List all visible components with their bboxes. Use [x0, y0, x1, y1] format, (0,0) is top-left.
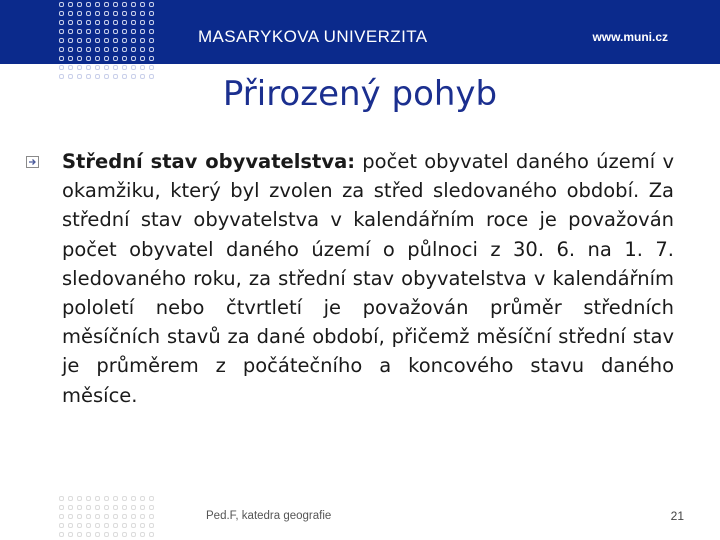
dot [77, 505, 82, 510]
dot [68, 38, 73, 43]
dot [59, 29, 64, 34]
dot [104, 29, 109, 34]
dot [86, 29, 91, 34]
dot [149, 523, 154, 528]
dot [140, 20, 145, 25]
dot [131, 56, 136, 61]
dot [131, 496, 136, 501]
website-url: www.muni.cz [592, 30, 668, 44]
dot [140, 65, 145, 70]
dot [122, 38, 127, 43]
dot [113, 38, 118, 43]
dot [122, 65, 127, 70]
dot [149, 47, 154, 52]
dot [104, 2, 109, 7]
dot [122, 505, 127, 510]
dot [113, 505, 118, 510]
dot [104, 523, 109, 528]
dot [131, 523, 136, 528]
dot [104, 47, 109, 52]
arrow-bullet-icon [26, 156, 39, 168]
dot [122, 47, 127, 52]
dot [77, 38, 82, 43]
dot [131, 514, 136, 519]
dot [122, 514, 127, 519]
dot [77, 532, 82, 537]
dot [122, 523, 127, 528]
dot [68, 11, 73, 16]
dot [68, 523, 73, 528]
dot [113, 56, 118, 61]
dot [59, 523, 64, 528]
slide-title: Přirozený pohyb [222, 74, 498, 114]
dot [77, 47, 82, 52]
dot [149, 38, 154, 43]
dot [122, 2, 127, 7]
dot [59, 532, 64, 537]
dot [131, 11, 136, 16]
dot [104, 532, 109, 537]
dot [149, 505, 154, 510]
dot [113, 532, 118, 537]
dot [68, 65, 73, 70]
dot [122, 20, 127, 25]
dot [59, 514, 64, 519]
dot [95, 523, 100, 528]
dot [68, 514, 73, 519]
dot [131, 29, 136, 34]
dot [68, 20, 73, 25]
dot [95, 38, 100, 43]
dot [149, 514, 154, 519]
dot [113, 11, 118, 16]
footer-dot-grid [57, 494, 156, 539]
dot [77, 514, 82, 519]
dot [140, 38, 145, 43]
dot [140, 56, 145, 61]
dot [140, 47, 145, 52]
dot [104, 65, 109, 70]
dot [140, 2, 145, 7]
dot [122, 11, 127, 16]
dot [95, 2, 100, 7]
dot [140, 514, 145, 519]
dot [86, 65, 91, 70]
dot [86, 2, 91, 7]
dot [86, 505, 91, 510]
logo-dot-grid [57, 0, 156, 81]
dot [113, 496, 118, 501]
dot [140, 11, 145, 16]
dot [77, 11, 82, 16]
footer-label: Ped.F, katedra geografie [206, 510, 332, 522]
dot [77, 29, 82, 34]
dot [149, 29, 154, 34]
dot [86, 11, 91, 16]
dot [68, 29, 73, 34]
dot [113, 47, 118, 52]
page-number: 21 [670, 509, 684, 523]
dot [86, 514, 91, 519]
dot [86, 20, 91, 25]
dot [140, 532, 145, 537]
dot [86, 496, 91, 501]
dot [59, 496, 64, 501]
dot [131, 20, 136, 25]
header-bar [0, 0, 720, 64]
dot [77, 523, 82, 528]
dot [68, 56, 73, 61]
dot [59, 505, 64, 510]
bullet-text: počet obyvatel daného území v okamžiku, který byl zvolen za střed sledovaného období. Za střední stav obyvatelstva v kalendářním roce je považován počet obyvatel daného území o půlnoci z 30. 6. na 1. 7. sledovaného roku, za střední stav obyvatelstva v kalendářním pololetí nebo čtvrtletí je považován průměr středních měsíčních stavů za dané období, přičemž měsíční střední stav je průměrem z počátečního a koncového stavu daného měsíce. [62, 150, 674, 407]
dot [104, 514, 109, 519]
dot [149, 496, 154, 501]
dot [59, 56, 64, 61]
dot [140, 29, 145, 34]
dot [77, 65, 82, 70]
dot [131, 532, 136, 537]
dot [149, 532, 154, 537]
dot [122, 56, 127, 61]
dot [59, 11, 64, 16]
dot [95, 505, 100, 510]
dot [77, 2, 82, 7]
dot [95, 532, 100, 537]
dot [149, 56, 154, 61]
dot [59, 65, 64, 70]
dot [77, 496, 82, 501]
dot [95, 20, 100, 25]
dot [113, 29, 118, 34]
dot [122, 532, 127, 537]
dot [86, 47, 91, 52]
dot [95, 56, 100, 61]
dot [104, 20, 109, 25]
bullet-term: Střední stav obyvatelstva: [62, 150, 356, 173]
dot [104, 505, 109, 510]
dot [59, 20, 64, 25]
dot [104, 11, 109, 16]
dot [104, 38, 109, 43]
dot [122, 496, 127, 501]
dot [86, 56, 91, 61]
dot [77, 20, 82, 25]
dot [131, 65, 136, 70]
dot [68, 2, 73, 7]
dot [95, 514, 100, 519]
dot [113, 523, 118, 528]
dot [95, 47, 100, 52]
dot [149, 20, 154, 25]
dot [86, 532, 91, 537]
dot [95, 11, 100, 16]
dot [86, 38, 91, 43]
dot [59, 47, 64, 52]
dot [131, 38, 136, 43]
dot [59, 2, 64, 7]
dot [149, 11, 154, 16]
dot [149, 2, 154, 7]
dot [113, 2, 118, 7]
dot [104, 496, 109, 501]
dot [68, 532, 73, 537]
dot [140, 505, 145, 510]
dot [68, 47, 73, 52]
dot [113, 20, 118, 25]
dot [131, 2, 136, 7]
dot [131, 47, 136, 52]
university-name: MASARYKOVA UNIVERZITA [198, 27, 428, 46]
dot [113, 65, 118, 70]
dot [95, 496, 100, 501]
dot [131, 505, 136, 510]
dot [68, 505, 73, 510]
dot [77, 56, 82, 61]
dot [140, 496, 145, 501]
dot [68, 496, 73, 501]
dot [149, 65, 154, 70]
bullet-paragraph [62, 147, 674, 410]
dot [104, 56, 109, 61]
dot [86, 523, 91, 528]
dot [122, 29, 127, 34]
dot [95, 29, 100, 34]
dot [113, 514, 118, 519]
dot [95, 65, 100, 70]
dot [140, 523, 145, 528]
dot [59, 38, 64, 43]
